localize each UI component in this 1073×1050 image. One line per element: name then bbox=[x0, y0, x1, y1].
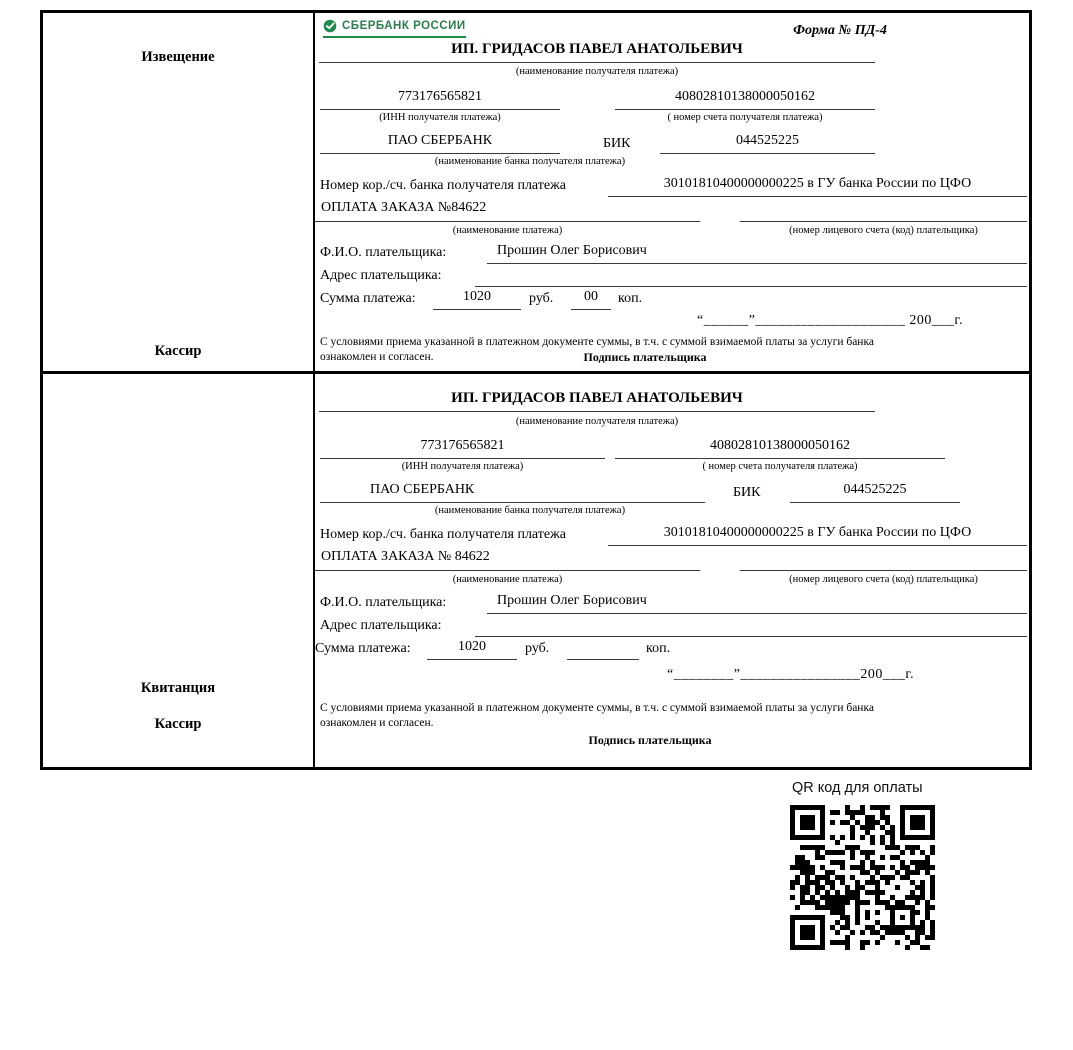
receipt-terms-line1: С условиями приема указанной в платежном документе суммы, в т.ч. с суммой взимаемой платы за услуги банка bbox=[320, 702, 874, 714]
sberbank-logo bbox=[323, 19, 466, 38]
receipt-payer-name-label: Ф.И.О. плательщика: bbox=[320, 595, 447, 610]
notice-amount-rub-field: 1020 bbox=[433, 289, 521, 310]
qr-label: QR код для оплаты bbox=[792, 780, 923, 796]
receipt-corr-account-label: Номер кор./сч. банка получателя платежа bbox=[320, 527, 566, 542]
notice-left-column bbox=[43, 13, 315, 371]
notice-terms-line2: ознакомлен и согласен. bbox=[320, 351, 434, 363]
notice-payer-name-field: Прошин Олег Борисович bbox=[487, 243, 1027, 264]
notice-rub-label: руб. bbox=[529, 291, 554, 306]
notice-recipient-field: ИП. ГРИДАСОВ ПАВЕЛ АНАТОЛЬЕВИЧ bbox=[319, 41, 875, 63]
sberbank-logo-icon bbox=[323, 19, 337, 33]
notice-recipient-caption: (наименование получателя платежа) bbox=[515, 66, 679, 77]
receipt-corr-account-field: 30101810400000000225 в ГУ банка России по ЦФО bbox=[608, 525, 1027, 546]
receipt-amount-label: Сумма платежа: bbox=[315, 641, 411, 656]
receipt-bank-name-field: ПАО СБЕРБАНК bbox=[320, 482, 705, 503]
notice-bik-field: 044525225 bbox=[660, 133, 875, 154]
receipt-date-line: “________”________________200___г. bbox=[667, 667, 915, 682]
qr-code bbox=[790, 805, 935, 950]
notice-corr-account-label: Номер кор./сч. банка получателя платежа bbox=[320, 178, 566, 193]
receipt-payer-address-line bbox=[475, 616, 1027, 637]
receipt-personal-account-line bbox=[740, 549, 1027, 571]
receipt-amount-kop-field bbox=[567, 639, 639, 660]
receipt-payer-address-label: Адрес плательщика: bbox=[320, 618, 442, 633]
receipt-account-field: 40802810138000050162 bbox=[615, 438, 945, 459]
receipt-payment-purpose-field: ОПЛАТА ЗАКАЗА № 84622 bbox=[315, 549, 700, 571]
notice-payer-address-label: Адрес плательщика: bbox=[320, 268, 442, 283]
receipt-section bbox=[43, 374, 1029, 767]
notice-date-line: “______”____________________ 200___г. bbox=[697, 313, 964, 328]
receipt-terms-line2: ознакомлен и согласен. bbox=[320, 717, 434, 729]
notice-purpose-caption: (наименование платежа) bbox=[452, 225, 563, 236]
notice-inn-field: 773176565821 bbox=[320, 89, 560, 110]
notice-cashier-label: Кассир bbox=[154, 343, 202, 359]
notice-amount-label: Сумма платежа: bbox=[320, 291, 416, 306]
notice-corr-account-field: 30101810400000000225 в ГУ банка России по ЦФО bbox=[608, 176, 1027, 197]
receipt-cashier-label: Кассир bbox=[154, 716, 202, 732]
receipt-purpose-caption: (наименование платежа) bbox=[452, 574, 563, 585]
receipt-bank-caption: (наименование банка получателя платежа) bbox=[434, 505, 626, 516]
notice-account-caption: ( номер счета получателя платежа) bbox=[667, 112, 823, 123]
receipt-account-caption: ( номер счета получателя платежа) bbox=[702, 461, 858, 472]
notice-bik-label: БИК bbox=[603, 136, 631, 151]
pd4-form bbox=[40, 10, 1032, 770]
notice-side-label: Извещение bbox=[141, 49, 215, 65]
receipt-recipient-caption: (наименование получателя платежа) bbox=[515, 416, 679, 427]
notice-account-field: 40802810138000050162 bbox=[615, 89, 875, 110]
notice-personal-caption: (номер лицевого счета (код) плательщика) bbox=[789, 225, 978, 236]
receipt-inn-caption: (ИНН получателя платежа) bbox=[401, 461, 524, 472]
receipt-bik-field: 044525225 bbox=[790, 482, 960, 503]
notice-signature-label: Подпись плательщика bbox=[583, 350, 707, 364]
receipt-rub-label: руб. bbox=[525, 641, 550, 656]
notice-section bbox=[43, 13, 1029, 374]
notice-payment-purpose-field: ОПЛАТА ЗАКАЗА №84622 bbox=[315, 200, 700, 222]
form-number: Форма № ПД-4 bbox=[793, 23, 887, 38]
notice-payer-name-label: Ф.И.О. плательщика: bbox=[320, 245, 447, 260]
notice-body bbox=[315, 13, 1029, 371]
notice-bank-name-field: ПАО СБЕРБАНК bbox=[320, 133, 560, 154]
notice-amount-kop-field: 00 bbox=[571, 289, 611, 310]
receipt-bik-label: БИК bbox=[733, 485, 761, 500]
receipt-inn-field: 773176565821 bbox=[320, 438, 605, 459]
receipt-personal-caption: (номер лицевого счета (код) плательщика) bbox=[789, 574, 978, 585]
receipt-kop-label: коп. bbox=[646, 641, 671, 656]
sberbank-logo-text: СБЕРБАНК РОССИИ bbox=[342, 20, 466, 32]
receipt-left-column bbox=[43, 374, 315, 767]
notice-bank-caption: (наименование банка получателя платежа) bbox=[434, 156, 626, 167]
receipt-body bbox=[315, 374, 1029, 767]
receipt-signature-label: Подпись плательщика bbox=[588, 733, 712, 747]
receipt-payer-name-field: Прошин Олег Борисович bbox=[487, 593, 1027, 614]
notice-payer-address-line bbox=[475, 266, 1027, 287]
notice-terms-line1: С условиями приема указанной в платежном документе суммы, в т.ч. с суммой взимаемой платы за услуги банка bbox=[320, 336, 874, 348]
receipt-recipient-field: ИП. ГРИДАСОВ ПАВЕЛ АНАТОЛЬЕВИЧ bbox=[319, 390, 875, 412]
notice-personal-account-line bbox=[740, 200, 1027, 222]
receipt-side-label: Квитанция bbox=[140, 680, 216, 696]
notice-kop-label: коп. bbox=[618, 291, 643, 306]
receipt-amount-rub-field: 1020 bbox=[427, 639, 517, 660]
notice-inn-caption: (ИНН получателя платежа) bbox=[379, 112, 501, 123]
